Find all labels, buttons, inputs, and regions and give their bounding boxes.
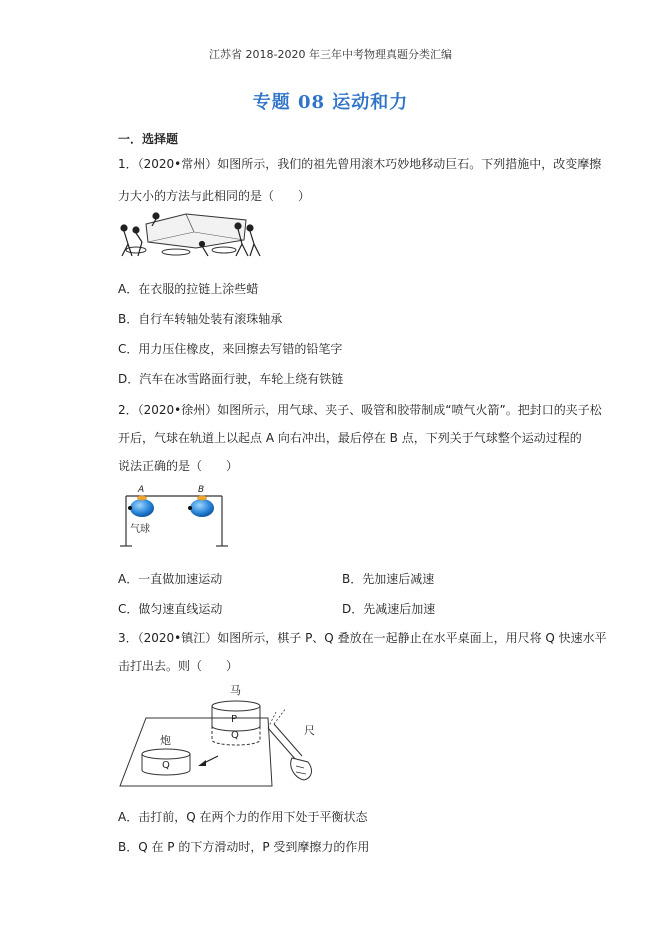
q1-stem-line2: 力大小的方法与此相同的是（ ） (118, 189, 311, 203)
q1-option-a: A．在衣服的拉链上涂些蜡 (118, 282, 259, 296)
q3-stem-line2: 击打出去。则（ ） (118, 659, 239, 673)
balloon-a-icon (130, 499, 154, 517)
q2-option-d: D．先减速后加速 (342, 602, 436, 616)
q3-option-b: B．Q 在 P 的下方滑动时，P 受到摩擦力的作用 (118, 840, 370, 854)
arrow-icon (198, 760, 206, 766)
page-title: 专题 08 运动和力 (252, 92, 409, 113)
q3-figure-chess-pieces (118, 682, 328, 792)
q2-option-a: A．一直做加速运动 (118, 572, 223, 586)
q2-stem-line2: 开后，气球在轨道上以起点 A 向右冲出，最后停在 B 点，下列关于气球整个运动过程的 (118, 431, 582, 445)
q2-stem-line1: 2．（2020•徐州）如图所示，用气球、夹子、吸管和胶带制成“喷气火箭”。把封口的夹子松 (118, 403, 602, 417)
q3-label-pao: 炮 (160, 734, 171, 747)
q1-option-b: B．自行车转轴处装有滚珠轴承 (118, 312, 283, 326)
q2-stem-line3: 说法正确的是（ ） (118, 459, 239, 473)
q3-label-q-top: Q (231, 730, 239, 741)
section-heading: 一．选择题 (118, 132, 179, 146)
q2-option-b: B．先加速后减速 (342, 572, 435, 586)
q3-label-ruler: 尺 (304, 724, 315, 737)
q2-figure-balloon-track (118, 482, 230, 552)
q3-stem-line1: 3．（2020•镇江）如图所示，棋子 P、Q 叠放在一起静止在水平桌面上，用尺将 Q 快速水平 (118, 631, 607, 645)
q3-label-p: P (231, 714, 238, 725)
q3-label-ma: 马 (230, 684, 241, 697)
q2-option-c: C．做匀速直线运动 (118, 602, 223, 616)
q3-option-a: A．击打前，Q 在两个力的作用下处于平衡状态 (118, 810, 368, 824)
q2-label-a: A (138, 485, 145, 495)
q1-figure-rolling-logs (116, 206, 266, 264)
page-header: 江苏省 2018-2020 年三年中考物理真题分类汇编 (209, 48, 452, 61)
q2-label-balloon: 气球 (130, 524, 150, 535)
q3-label-q: Q (162, 760, 170, 771)
balloon-b-icon (190, 499, 214, 517)
hand-icon (291, 758, 312, 780)
q1-stem-line1: 1．（2020•常州）如图所示，我们的祖先曾用滚木巧妙地移动巨石。下列措施中，改变摩擦 (118, 157, 602, 171)
q2-label-b: B (198, 485, 205, 495)
q1-option-c: C．用力压住橡皮，来回擦去写错的铅笔字 (118, 342, 343, 356)
q1-option-d: D．汽车在冰雪路面行驶，车轮上绕有铁链 (118, 372, 344, 386)
